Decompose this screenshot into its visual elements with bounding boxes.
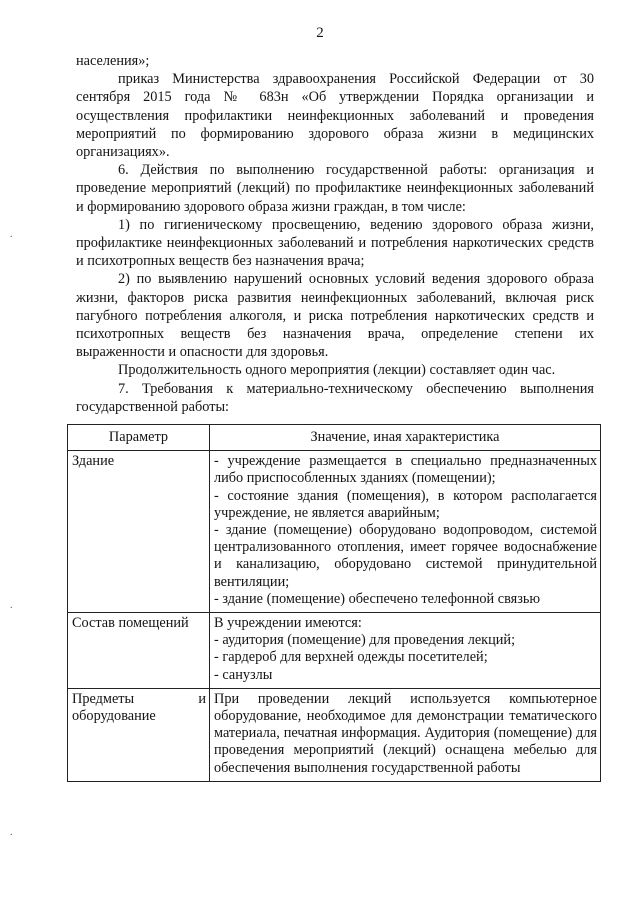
param-equipment-word-2: и [198,690,206,707]
value-rooms [210,613,601,689]
table-row [68,451,601,613]
paragraph-order-reference: приказ Министерства здравоохранения Российской Федерации от 30 сентября 2015 года № 683н «Об утверждении Порядка организации и осуществления профилактики неинфекционных заболеваний и проведения мероприятий по формированию здорового образа жизни в медицинских организациях». [76,71,594,161]
table-row [68,613,601,689]
list-item: - гардероб для верхней одежды посетителей; [214,649,488,666]
list-item: - состояние здания (помещения), в котором располагается учреждение, не является аварийным; [214,487,597,521]
list-item: - здание (помещение) оборудовано водопроводом, системой централизованного отопления, имеет горячее водоснабжение и канализацию, оборудовано системой принудительной вентиляции; [214,522,597,590]
requirements-table [67,424,601,782]
paragraph-section-6: 6. Действия по выполнению государственной работы: организация и проведение мероприятий (лекций) по профилактике неинфекционных заболеваний и формированию здорового образа жизни граждан, в том числе: [76,162,594,215]
header-value: Значение, иная характеристика [210,425,601,451]
margin-mark: . [10,827,13,838]
paragraph-item-1: 1) по гигиеническому просвещению, ведению здорового образа жизни, профилактике неинфекционных заболеваний и потребления наркотических средств и психотропных веществ без назначения врача; [76,216,594,270]
param-rooms: Состав помещений [68,613,210,689]
list-item: - аудитория (помещение) для проведения лекций; [214,632,516,649]
paragraph-duration: Продолжительность одного мероприятия (лекции) составляет один час. [118,362,556,379]
list-item: - учреждение размещается в специально предназначенных либо приспособленных зданиях (помещении); [214,453,597,487]
paragraph-continuation: населения»; [76,53,150,69]
margin-mark: . [10,600,13,611]
paragraph-section-7: 7. Требования к материально-техническому обеспечению выполнения государственной работы: [76,380,594,415]
param-building: Здание [68,451,210,613]
list-item: - санузлы [214,666,273,683]
param-equipment-line [72,691,206,708]
param-equipment [68,688,210,781]
value-building [210,451,601,613]
table-row [68,688,601,781]
paragraph-item-2: 2) по выявлению нарушений основных условий ведения здорового образа жизни, факторов риска развития неинфекционных заболеваний, включая риск пагубного потребления алкоголя, и риска потребления наркотических средств и психотропных веществ без назначения врача, определение степени их выраженности и опасности для здоровья. [76,271,594,361]
margin-mark: . [10,229,13,240]
page-number: 2 [316,25,324,41]
value-equipment: При проведении лекций используется компьютерное оборудование, необходимое для демонстрации тематического материала, печатная информация. Аудитория (помещение) для проведения мероприятий (лекций) оснащена мебелью для обеспечения выполнения государственной работы [210,688,601,781]
table-header-row [68,425,601,451]
header-parameter: Параметр [68,425,210,451]
param-equipment-word-1: Предметы [72,690,135,707]
list-item: В учреждении имеются: [214,615,362,632]
document-body [76,52,594,416]
list-item: - здание (помещение) обеспечено телефонной связью [214,590,541,607]
param-equipment-word-3: оборудование [72,708,156,725]
